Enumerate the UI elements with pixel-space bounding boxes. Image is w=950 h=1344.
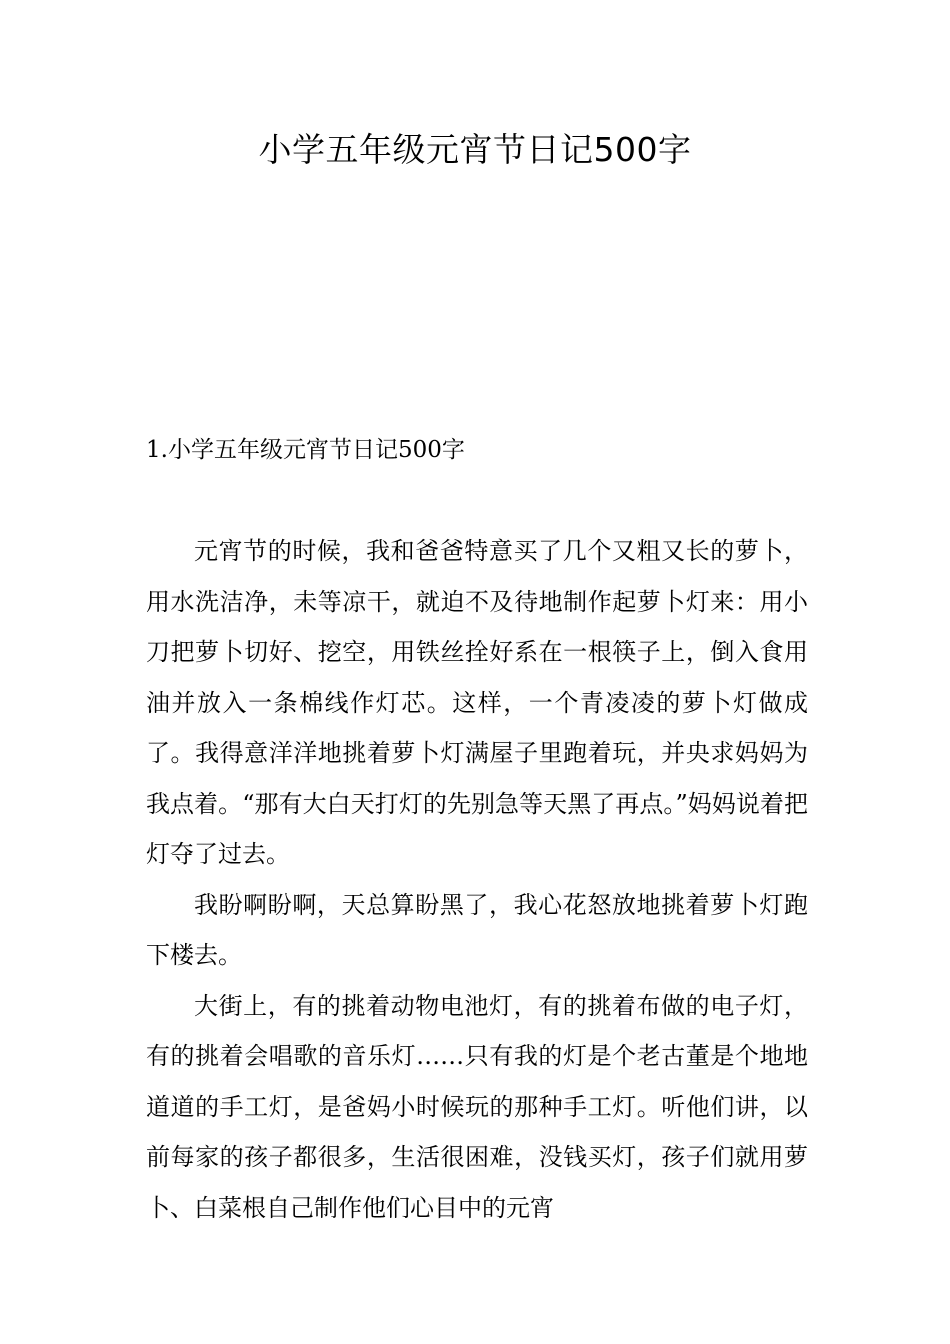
- body-text: [146, 526, 808, 1233]
- document-title: 小学五年级元宵节日记500字: [258, 130, 692, 169]
- paragraph: 元宵节的时候，我和爸爸特意买了几个又粗又长的萝卜，用水洗洁净，未等凉干，就迫不及待地制作起萝卜灯来：用小刀把萝卜切好、挖空，用铁丝拴好系在一根筷子上，倒入食用油并放入一条棉线作灯芯。这样，一个青凌凌的萝卜灯做成了。我得意洋洋地挑着萝卜灯满屋子里跑着玩，并央求妈妈为我点着。“那有大白天打灯的先别急等天黑了再点。”妈妈说着把灯夺了过去。: [146, 537, 808, 868]
- section-heading: 1.小学五年级元宵节日记500字: [146, 437, 465, 463]
- paragraph: 大街上，有的挑着动物电池灯，有的挑着布做的电子灯，有的挑着会唱歌的音乐灯……只有我的灯是个老古董是个地地道道的手工灯，是爸妈小时候玩的那种手工灯。听他们讲，以前每家的孩子都很多，生活很困难，没钱买灯，孩子们就用萝卜、白菜根自己制作他们心目中的元宵: [146, 991, 808, 1222]
- paragraph: 我盼啊盼啊，天总算盼黑了，我心花怒放地挑着萝卜灯跑下楼去。: [146, 890, 808, 969]
